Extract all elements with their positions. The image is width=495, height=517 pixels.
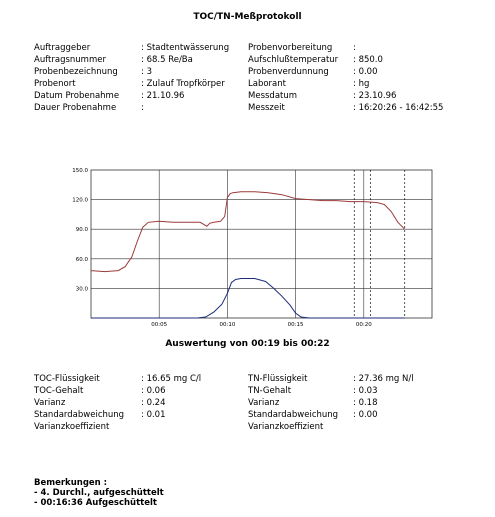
result-value: : 0.18 xyxy=(353,398,378,408)
result-value: : 0.00 xyxy=(353,410,378,420)
info-label: Laborant xyxy=(248,79,286,89)
result-value: : 0.03 xyxy=(353,386,378,396)
info-row xyxy=(34,54,474,66)
info-value: : hg xyxy=(353,79,370,89)
result-row xyxy=(34,385,474,397)
result-value: : 16.65 mg C/l xyxy=(141,374,202,384)
result-value: : 0.06 xyxy=(141,386,166,396)
remarks-heading: Bemerkungen : xyxy=(34,478,108,488)
measurement-chart xyxy=(60,163,440,335)
y-tick-labels xyxy=(72,168,88,292)
result-value: : 27.36 mg N/l xyxy=(353,374,414,384)
remark-line: - 4. Durchl., aufgeschüttelt xyxy=(34,488,164,498)
info-value: : Stadtentwässerung xyxy=(141,43,230,53)
y-tick-label: 60.0 xyxy=(75,256,88,263)
info-value: : xyxy=(141,103,144,113)
result-label: Standardabweichung xyxy=(34,410,125,420)
y-tick-label: 30.0 xyxy=(75,286,88,293)
result-row xyxy=(34,373,474,385)
results-table xyxy=(34,373,474,433)
info-label: Probenbezeichnung xyxy=(34,67,118,77)
x-tick-label: 00:15 xyxy=(287,322,304,328)
remarks xyxy=(34,478,164,508)
x-tick-labels xyxy=(151,322,372,328)
info-row xyxy=(34,66,474,78)
result-label: Varianz xyxy=(34,398,66,408)
info-label: Auftragsnummer xyxy=(34,55,106,65)
info-label: Messdatum xyxy=(248,91,298,101)
x-tick-label: 00:20 xyxy=(355,322,372,328)
x-tick-label: 00:10 xyxy=(219,322,236,328)
info-label: Aufschlußtemperatur xyxy=(248,55,339,65)
info-label: Probenvorbereitung xyxy=(248,43,333,53)
x-tick-label: 00:05 xyxy=(151,322,168,328)
info-value: : 0.00 xyxy=(353,67,378,77)
info-row xyxy=(34,42,474,54)
info-label: Dauer Probenahme xyxy=(34,103,117,113)
info-value: : xyxy=(353,43,356,53)
result-label: TN-Gehalt xyxy=(248,386,292,396)
result-label: Varianzkoeffizient xyxy=(34,422,110,432)
remark-line: - 00:16:36 Aufgeschüttelt xyxy=(34,498,157,508)
info-value: : 68.5 Re/Ba xyxy=(141,55,193,65)
result-value: : 0.24 xyxy=(141,398,166,408)
sample-info xyxy=(34,42,474,114)
info-value: : 21.10.96 xyxy=(141,91,185,101)
info-label: Auftraggeber xyxy=(34,43,91,53)
result-label: Varianzkoeffizient xyxy=(248,422,324,432)
info-value: : 850.0 xyxy=(353,55,383,65)
result-row xyxy=(34,421,474,433)
y-tick-label: 120.0 xyxy=(72,197,88,204)
info-label: Messzeit xyxy=(248,103,285,113)
result-label: TOC-Gehalt xyxy=(34,386,84,396)
info-label: Datum Probenahme xyxy=(34,91,120,101)
info-row xyxy=(34,102,474,114)
result-label: TOC-Flüssigkeit xyxy=(34,374,100,384)
result-label: Varianz xyxy=(248,398,280,408)
info-row xyxy=(34,90,474,102)
info-value: : 3 xyxy=(141,67,152,77)
page-title: TOC/TN-Meßprotokoll xyxy=(193,12,302,22)
y-tick-label: 150.0 xyxy=(72,168,88,174)
result-value: : 0.01 xyxy=(141,410,166,420)
result-label: TN-Flüssigkeit xyxy=(248,374,308,384)
info-value: : 16:20:26 - 16:42:55 xyxy=(353,103,444,113)
result-label: Standardabweichung xyxy=(248,410,339,420)
info-label: Probenverdunnung xyxy=(248,67,329,77)
info-row xyxy=(34,78,474,90)
result-row xyxy=(34,409,474,421)
info-value: : 23.10.96 xyxy=(353,91,397,101)
result-row xyxy=(34,397,474,409)
y-tick-label: 90.0 xyxy=(75,227,88,234)
info-value: : Zulauf Tropfkörper xyxy=(141,79,225,89)
info-label: Probenort xyxy=(34,79,76,89)
evaluation-title: Auswertung von 00:19 bis 00:22 xyxy=(165,339,330,349)
